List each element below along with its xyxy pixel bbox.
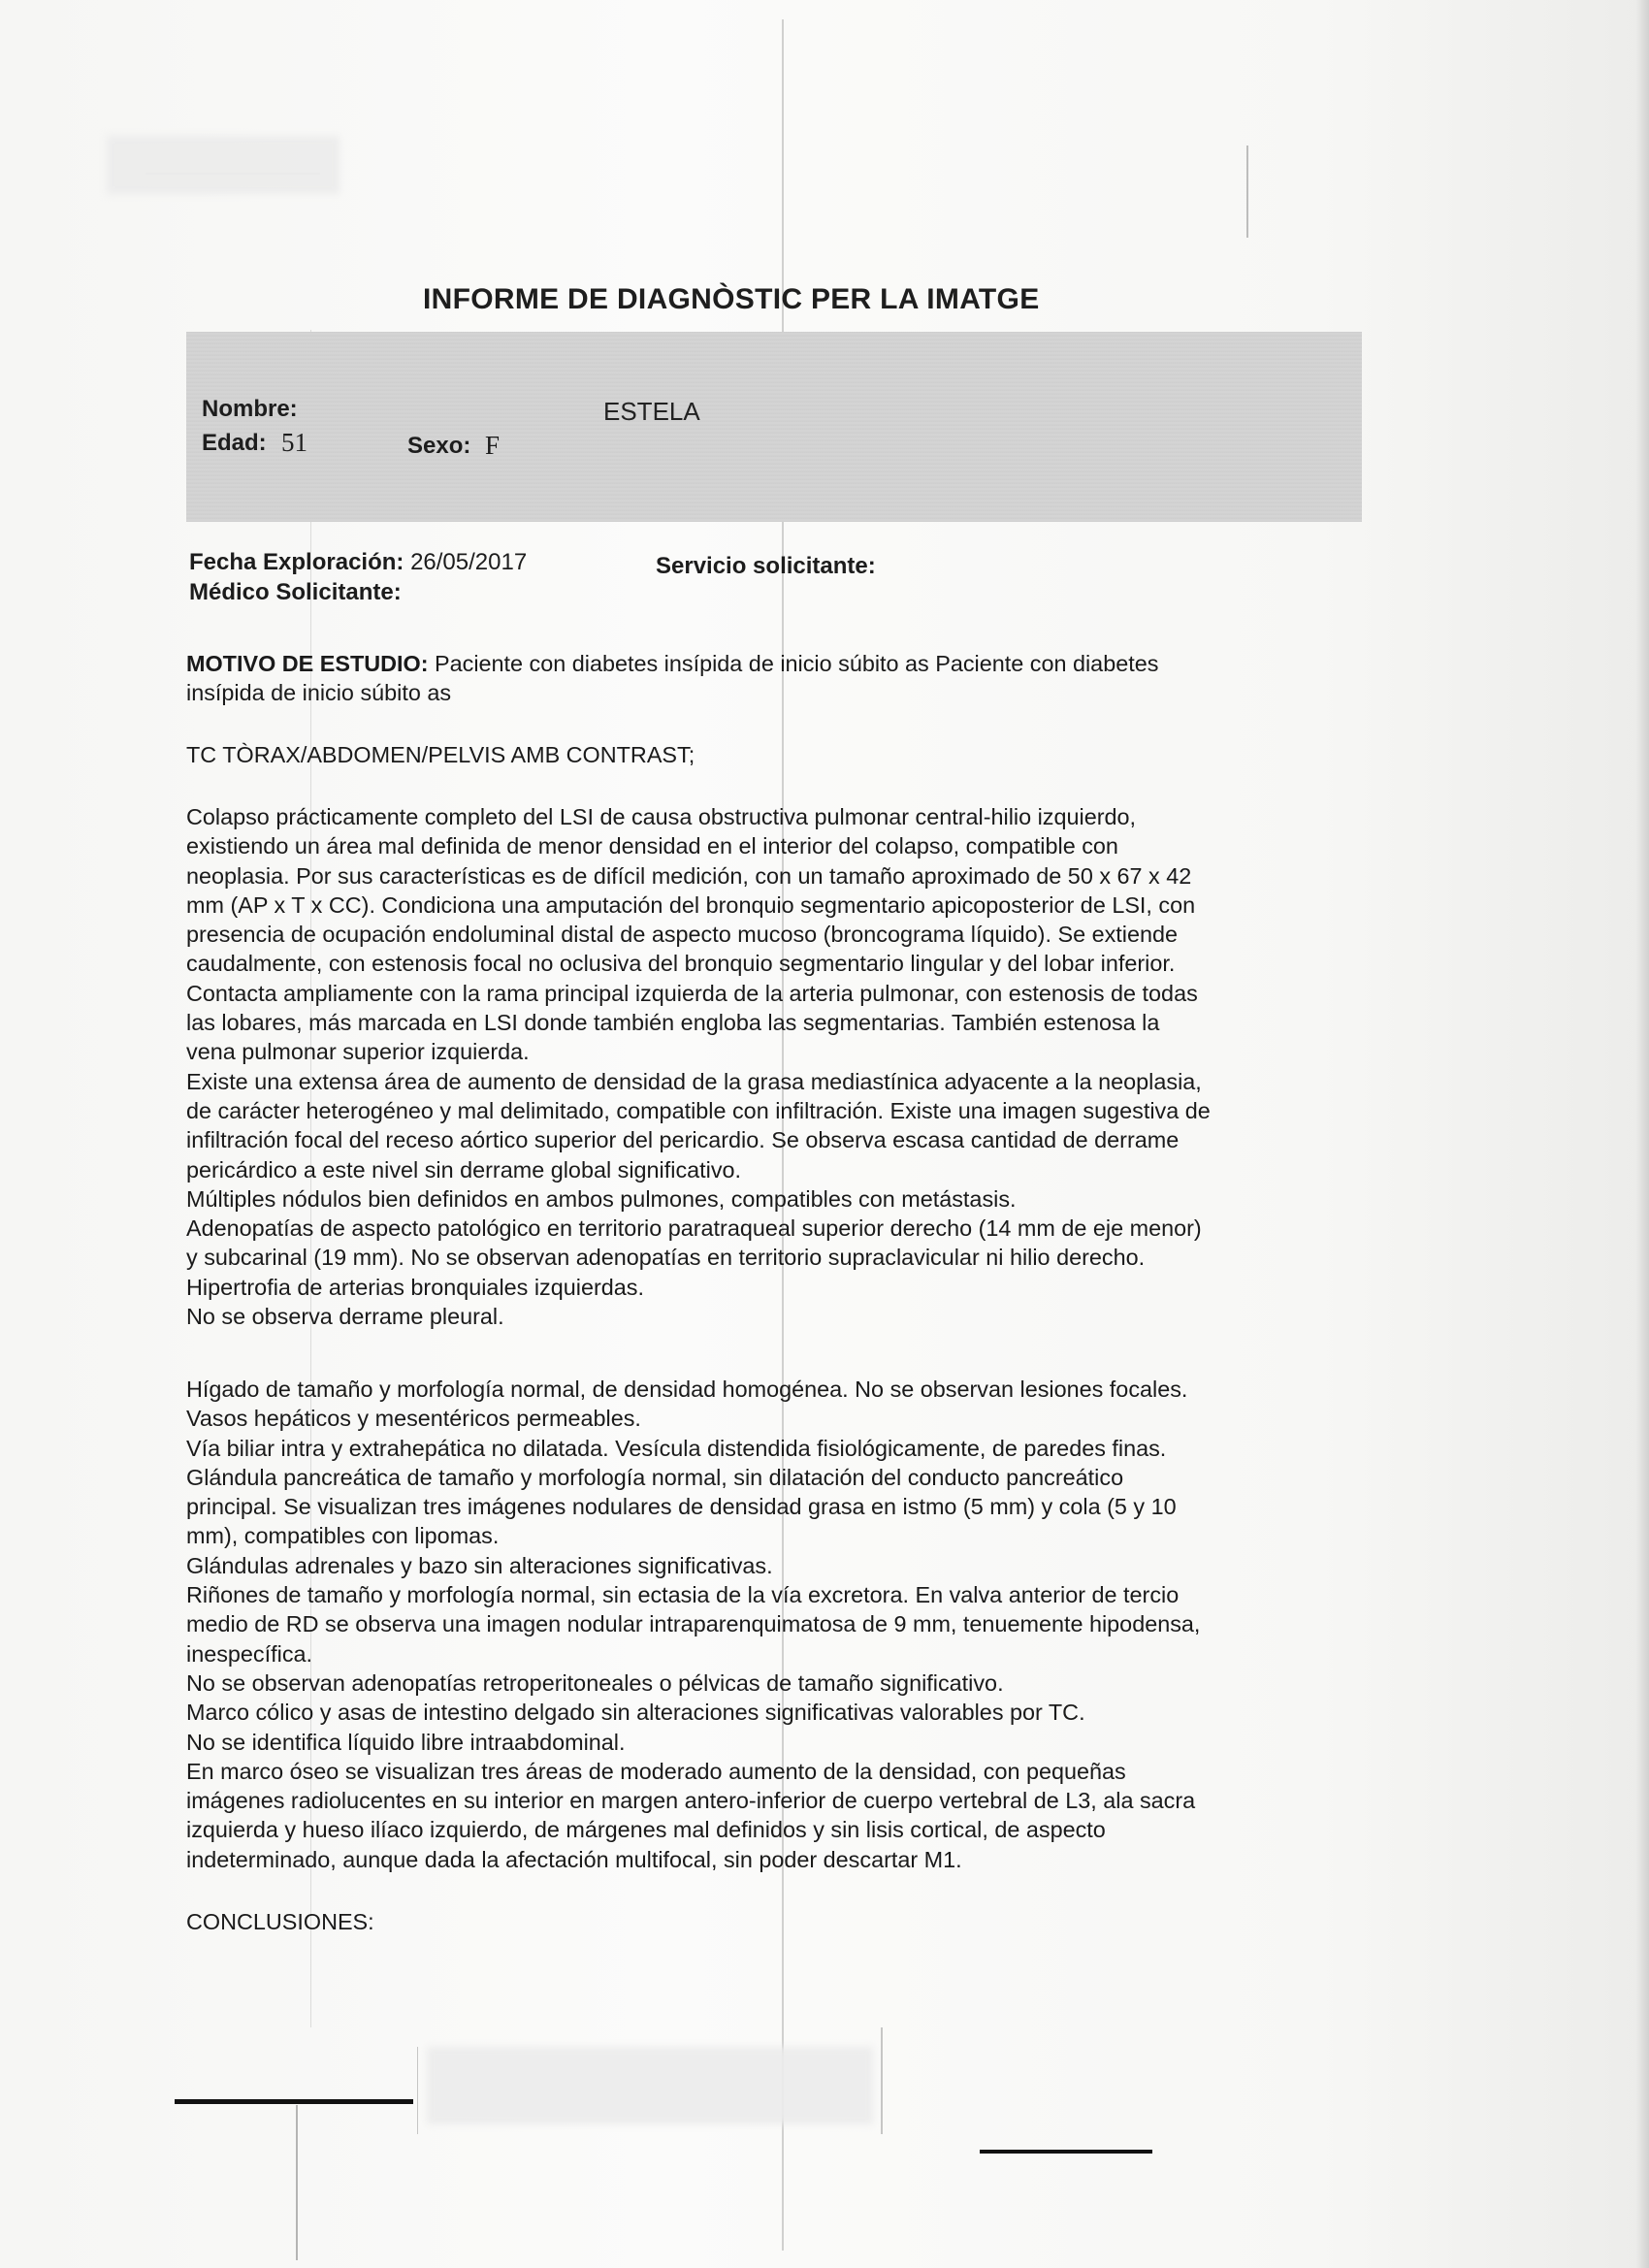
- report-line: de carácter heterogéneo y mal delimitado, compatible con infiltración. Existe una imagen sugestiva de: [186, 1097, 1211, 1123]
- edad-value: 51: [281, 428, 307, 457]
- report-line: mm (AP x T x CC). Condiciona una amputación del bronquio segmentario apicoposterior de LSI, con: [186, 891, 1196, 918]
- sexo-value: F: [485, 431, 501, 460]
- signature-line: [175, 2099, 413, 2104]
- report-title: INFORME DE DIAGNÒSTIC PER LA IMATGE: [423, 283, 1040, 315]
- conclusiones-section: [186, 1907, 1366, 1936]
- report-line: las lobares, más marcada en LSI donde también engloba las segmentarias. También estenosa la: [186, 1010, 1160, 1036]
- motivo-line: [186, 649, 1366, 678]
- report-line: neoplasia. Por sus características es de difícil medición, con un tamaño aproximado de 50 x 67 x 42: [186, 862, 1192, 889]
- report-line: presencia de ocupación endoluminal distal de aspecto mucoso (broncograma líquido). Se extiende: [186, 922, 1179, 948]
- servicio-label: Servicio solicitante:: [656, 553, 876, 579]
- study-title: TC TÒRAX/ABDOMEN/PELVIS AMB CONTRAST;: [186, 742, 695, 767]
- motivo-label: MOTIVO DE ESTUDIO:: [186, 651, 429, 676]
- redacted-area: [107, 136, 340, 194]
- report-line: mm), compatibles con lipomas.: [186, 1523, 500, 1549]
- motivo-line: insípida de inicio súbito as: [186, 680, 452, 706]
- report-line: inespecífica.: [186, 1640, 313, 1667]
- report-line: y subcarinal (19 mm). No se observan adenopatías en territorio supraclavicular ni hilio derecho.: [186, 1245, 1146, 1271]
- sexo-label: Sexo:: [407, 433, 471, 459]
- report-line: Adenopatías de aspecto patológico en territorio paratraqueal superior derecho (14 mm de eje menor): [186, 1215, 1202, 1242]
- report-line: Glándulas adrenales y bazo sin alteraciones significativas.: [186, 1552, 773, 1578]
- report-line: Múltiples nódulos bien definidos en ambos pulmones, compatibles con metástasis.: [186, 1185, 1017, 1212]
- fold-line: [296, 2105, 298, 2260]
- nombre-label: Nombre:: [202, 396, 298, 422]
- fecha-label: Fecha Exploración:: [189, 549, 404, 575]
- report-line: Contacta ampliamente con la rama principal izquierda de la arteria pulmonar, con estenosis de todas: [186, 980, 1198, 1006]
- report-line: existiendo un área mal definida de menor densidad en el interior del colapso, compatible con: [186, 833, 1118, 859]
- study-section: [186, 740, 1366, 769]
- report-line: No se identifica líquido libre intraabdominal.: [186, 1729, 626, 1755]
- report-line: indeterminado, aunque dada la afectación multifocal, sin poder descartar M1.: [186, 1846, 962, 1872]
- report-line: Hígado de tamaño y morfología normal, de densidad homogénea. No se observan lesiones focales.: [186, 1377, 1188, 1402]
- report-line: Riñones de tamaño y morfología normal, sin ectasia de la vía excretora. En valva anterior de tercio: [186, 1582, 1180, 1608]
- report-line: No se observa derrame pleural.: [186, 1304, 504, 1330]
- report-line: Vía biliar intra y extrahepática no dilatada. Vesícula distendida fisiológicamente, de paredes finas.: [186, 1435, 1167, 1461]
- fecha-exploracion: [189, 549, 527, 576]
- report-line: Existe una extensa área de aumento de densidad de la grasa mediastínica adyacente a la neoplasia,: [186, 1068, 1202, 1094]
- report-line: izquierda y hueso ilíaco izquierdo, de márgenes mal definidos y sin lisis cortical, de aspecto: [186, 1817, 1106, 1843]
- report-line: vena pulmonar superior izquierda.: [186, 1039, 530, 1065]
- report-line: Colapso prácticamente completo del LSI de causa obstructiva pulmonar central-hilio izquierdo,: [186, 804, 1137, 829]
- report-line: caudalmente, con estenosis focal no oclusiva del bronquio segmentario lingular y del lobar inferior.: [186, 951, 1176, 977]
- signature-line: [980, 2150, 1152, 2154]
- report-line: medio de RD se observa una imagen nodular intraparenquimatosa de 9 mm, tenuemente hipodensa,: [186, 1611, 1201, 1637]
- fold-line: [881, 2027, 883, 2134]
- fold-line: [1246, 146, 1248, 238]
- redacted-area: [427, 2047, 873, 2124]
- report-line: Marco cólico y asas de intestino delgado sin alteraciones significativas valorables por TC.: [186, 1700, 1085, 1726]
- report-line: infiltración focal del receso aórtico superior del pericardio. Se observa escasa cantidad de derrame: [186, 1127, 1180, 1153]
- patient-info-box: [186, 332, 1362, 522]
- edad-label: Edad:: [202, 430, 267, 456]
- report-line: No se observan adenopatías retroperitoneales o pélvicas de tamaño significativo.: [186, 1669, 1004, 1696]
- report-line: imágenes radiolucentes en su interior en margen antero-inferior de cuerpo vertebral de L3, ala sacra: [186, 1788, 1196, 1814]
- motivo-section: [186, 649, 1366, 708]
- report-line: pericárdico a este nivel sin derrame global significativo.: [186, 1156, 742, 1183]
- motivo-text: Paciente con diabetes insípida de inicio súbito as Paciente con diabetes: [435, 651, 1159, 676]
- conclusiones-label: CONCLUSIONES:: [186, 1909, 374, 1934]
- report-line: Vasos hepáticos y mesentéricos permeables.: [186, 1406, 641, 1432]
- servicio-solicitante: [656, 553, 876, 580]
- report-line: Glándula pancreática de tamaño y morfología normal, sin dilatación del conducto pancreático: [186, 1464, 1124, 1490]
- report-line: En marco óseo se visualizan tres áreas de moderado aumento de la densidad, con pequeñas: [186, 1758, 1126, 1784]
- report-line: Hipertrofia de arterias bronquiales izquierdas.: [186, 1274, 644, 1300]
- fold-line: [417, 2047, 418, 2134]
- page-edge: [1635, 0, 1649, 2268]
- abdomen-findings: [186, 1375, 1366, 1874]
- thorax-findings: [186, 802, 1366, 1331]
- medico-solicitante: [189, 579, 402, 606]
- medico-label: Médico Solicitante:: [189, 579, 402, 605]
- fecha-value: 26/05/2017: [410, 549, 528, 575]
- nombre-value: ESTELA: [603, 397, 700, 426]
- report-line: principal. Se visualizan tres imágenes nodulares de densidad grasa en istmo (5 mm) y cola (5 y 10: [186, 1494, 1177, 1520]
